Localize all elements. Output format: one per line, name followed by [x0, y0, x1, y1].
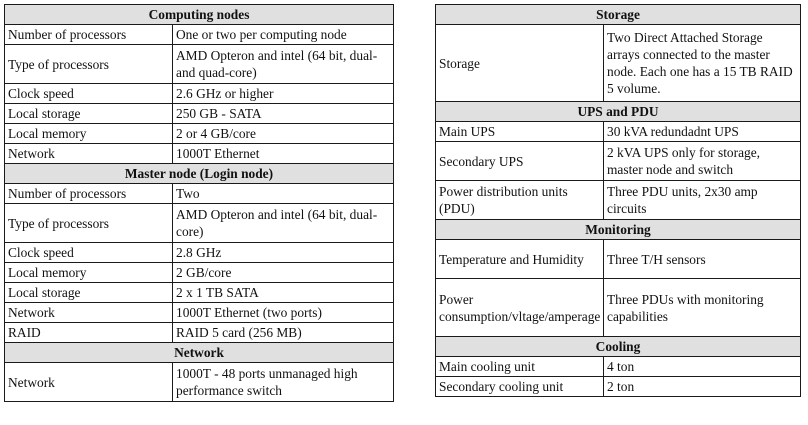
row-label: RAID [5, 323, 173, 343]
right-section-header [436, 220, 801, 240]
right-section-header [436, 102, 801, 122]
left-table-body [5, 5, 394, 402]
table-row [436, 142, 801, 181]
row-value: 2 GB/core [173, 263, 394, 283]
row-label: Network [5, 303, 173, 323]
row-value: One or two per computing node [173, 25, 394, 45]
row-value: 1000T Ethernet [173, 144, 394, 164]
row-label: Main UPS [436, 122, 604, 142]
section-title: Storage [436, 5, 801, 25]
row-value: Three T/H sensors [604, 240, 801, 279]
row-label: Secondary UPS [436, 142, 604, 181]
table-row [5, 104, 394, 124]
row-value: 250 GB - SATA [173, 104, 394, 124]
row-value: 4 ton [604, 357, 801, 377]
table-row [5, 303, 394, 323]
section-title: Network [5, 343, 394, 363]
row-value: 2 ton [604, 377, 801, 397]
table-row [5, 204, 394, 243]
row-label: Local memory [5, 263, 173, 283]
row-label: Network [5, 144, 173, 164]
row-label: Local storage [5, 104, 173, 124]
table-row [436, 25, 801, 102]
right-table-body [436, 5, 801, 397]
table-row [436, 122, 801, 142]
row-value: 1000T Ethernet (two ports) [173, 303, 394, 323]
row-value: 30 kVA redundadnt UPS [604, 122, 801, 142]
right-spec-table [435, 4, 801, 397]
section-title: Monitoring [436, 220, 801, 240]
left-section-header [5, 343, 394, 363]
section-title: Cooling [436, 337, 801, 357]
row-value: 2 x 1 TB SATA [173, 283, 394, 303]
right-section-header [436, 5, 801, 25]
table-row [5, 124, 394, 144]
table-row [436, 240, 801, 279]
table-row [5, 84, 394, 104]
row-label: Local memory [5, 124, 173, 144]
row-value: Three PDUs with monitoring capabilities [604, 279, 801, 337]
table-row [436, 357, 801, 377]
row-label: Type of processors [5, 204, 173, 243]
row-value: 2.8 GHz [173, 243, 394, 263]
table-row [436, 181, 801, 220]
row-label: Network [5, 363, 173, 402]
row-value: Two [173, 184, 394, 204]
row-label: Main cooling unit [436, 357, 604, 377]
table-row [5, 283, 394, 303]
row-value: Two Direct Attached Storage arrays connected to the master node. Each one has a 15 TB RAID 5 volume. [604, 25, 801, 102]
left-spec-table [4, 4, 394, 402]
row-label: Secondary cooling unit [436, 377, 604, 397]
left-section-header [5, 5, 394, 25]
right-section-header [436, 337, 801, 357]
row-label: Clock speed [5, 84, 173, 104]
table-row [5, 243, 394, 263]
table-row [5, 25, 394, 45]
table-row [436, 377, 801, 397]
row-value: RAID 5 card (256 MB) [173, 323, 394, 343]
left-section-header [5, 164, 394, 184]
row-label: Power distribution units (PDU) [436, 181, 604, 220]
row-value: AMD Opteron and intel (64 bit, dual- and quad-core) [173, 45, 394, 84]
table-row [5, 263, 394, 283]
row-value: 1000T - 48 ports unmanaged high performance switch [173, 363, 394, 402]
row-label: Clock speed [5, 243, 173, 263]
table-row [5, 144, 394, 164]
section-title: UPS and PDU [436, 102, 801, 122]
row-label: Number of processors [5, 184, 173, 204]
table-row [5, 184, 394, 204]
section-title: Computing nodes [5, 5, 394, 25]
table-row [436, 279, 801, 337]
row-label: Local storage [5, 283, 173, 303]
row-label: Power consumption/vltage/amperage [436, 279, 604, 337]
row-value: 2 or 4 GB/core [173, 124, 394, 144]
row-value: 2 kVA UPS only for storage, master node and switch [604, 142, 801, 181]
table-row [5, 363, 394, 402]
row-value: Three PDU units, 2x30 amp circuits [604, 181, 801, 220]
row-label: Type of processors [5, 45, 173, 84]
row-label: Number of processors [5, 25, 173, 45]
row-value: 2.6 GHz or higher [173, 84, 394, 104]
row-label: Temperature and Humidity [436, 240, 604, 279]
row-label: Storage [436, 25, 604, 102]
table-row [5, 323, 394, 343]
table-row [5, 45, 394, 84]
section-title: Master node (Login node) [5, 164, 394, 184]
row-value: AMD Opteron and intel (64 bit, dual-core) [173, 204, 394, 243]
